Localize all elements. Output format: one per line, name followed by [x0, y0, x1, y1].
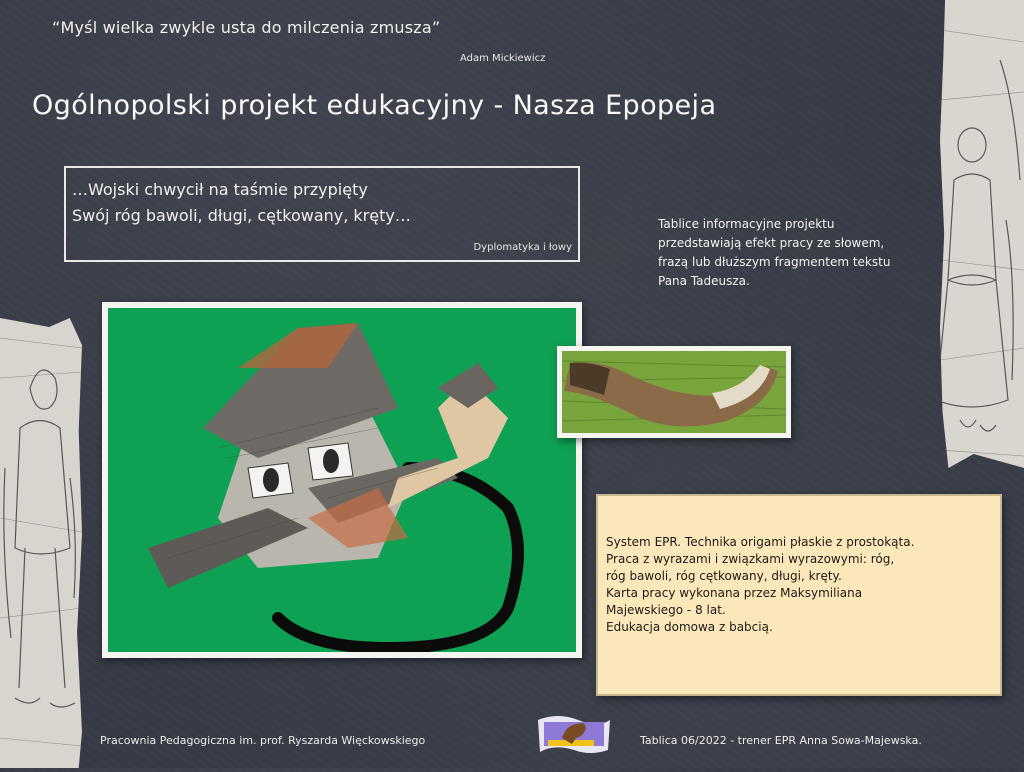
description-line: Praca z wyrazami i związkami wyrazowymi: róg,	[606, 552, 895, 566]
horn-photo	[557, 346, 791, 438]
description-line: Edukacja domowa z babcią.	[606, 620, 773, 634]
page-title: Ogólnopolski projekt edukacyjny - Nasza Epopeja	[32, 90, 717, 121]
origami-eye-left	[248, 463, 293, 498]
origami-photo	[102, 302, 582, 658]
footer-institution: Pracownia Pedagogiczna im. prof. Ryszarda Więckowskiego	[100, 734, 426, 747]
origami-face-image	[108, 308, 576, 652]
horn-image	[562, 351, 786, 433]
logo	[536, 714, 612, 754]
description-line: Majewskiego - 8 lat.	[606, 603, 726, 617]
excerpt-line-1: …Wojski chwycił na taśmie przypięty	[72, 180, 368, 199]
description-line: róg bawoli, róg cętkowany, długi, kręty.	[606, 569, 842, 583]
quote-text: “Myśl wielka zwykle usta do milczenia zmusza”	[52, 18, 441, 37]
right-engraving-illustration	[940, 0, 1024, 468]
excerpt-line-2: Swój róg bawoli, długi, cętkowany, kręty…	[72, 206, 411, 225]
info-text: Tablice informacyjne projektu przedstawiają efekt pracy ze słowem, frazą lub dłuższym fragmentem tekstu Pana Tadeusza.	[658, 217, 891, 288]
excerpt-box	[64, 166, 580, 262]
origami-eye-right	[308, 443, 353, 480]
description-text	[606, 534, 1002, 636]
footer-board-info: Tablica 06/2022 - trener EPR Anna Sowa-Majewska.	[640, 734, 922, 747]
description-line: System EPR. Technika origami płaskie z prostokąta.	[606, 535, 915, 549]
description-note	[596, 494, 1002, 696]
quote-author: Adam Mickiewicz	[460, 53, 546, 64]
excerpt-source: Dyplomatyka i łowy	[473, 242, 572, 253]
description-line: Karta pracy wykonana przez Maksymiliana	[606, 586, 863, 600]
left-engraving-illustration	[0, 318, 82, 768]
